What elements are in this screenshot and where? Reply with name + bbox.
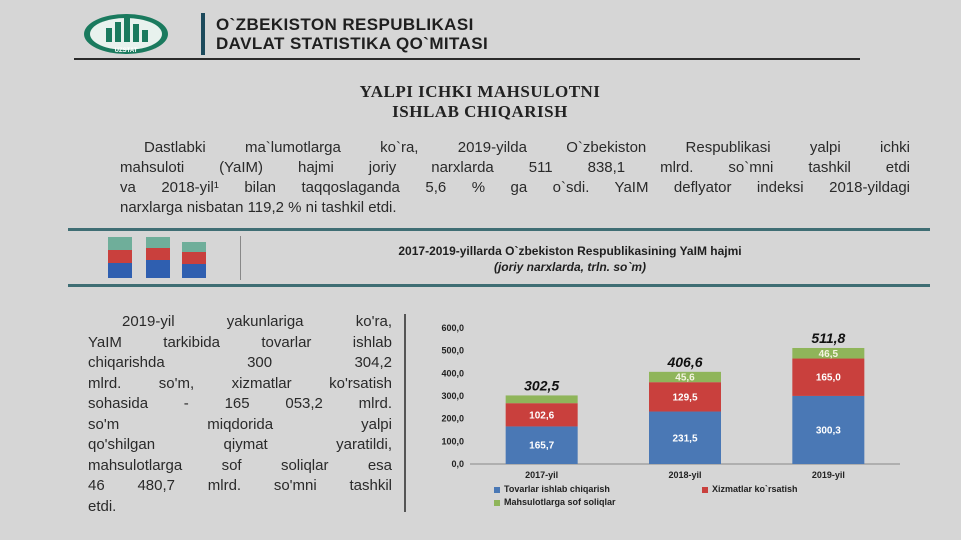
legend-swatch bbox=[702, 487, 708, 493]
bar-value-label: 45,6 bbox=[675, 372, 695, 384]
mini-bar-segment bbox=[182, 264, 206, 278]
intro-line: narxlarga nisbatan 119,2 % ni tashkil etdi. bbox=[120, 199, 397, 216]
mini-bar-segment bbox=[146, 248, 170, 260]
bar-value-label: 129,5 bbox=[672, 392, 698, 404]
mini-bar-segment bbox=[108, 237, 132, 250]
logo-text: UZSTAT bbox=[114, 48, 138, 54]
body-line: etdi. bbox=[88, 497, 117, 515]
legend-swatch bbox=[494, 500, 500, 506]
body-line: mahsulotlarga sof soliqlar esa bbox=[88, 456, 392, 474]
x-tick-label: 2017-yil bbox=[525, 470, 559, 480]
org-name-line1: O`ZBEKISTON RESPUBLIKASI bbox=[216, 15, 474, 34]
mini-bar-segment bbox=[146, 237, 170, 248]
section-title-line2: ISHLAB CHIQARISH bbox=[392, 102, 568, 121]
x-tick-label: 2019-yil bbox=[811, 470, 845, 480]
chart-title: 2017-2019-yillarda O`zbekiston Respublikasining YaIM hajmi bbox=[398, 244, 742, 258]
legend-item-services bbox=[702, 484, 798, 494]
chart-subtitle: (joriy narxlarda, trln. so`m) bbox=[493, 260, 647, 274]
body-line: YaIM tarkibida tovarlar ishlab bbox=[88, 333, 392, 351]
bar-total-label: 511,8 bbox=[811, 329, 846, 346]
body-line: mlrd. so'm, xizmatlar ko'rsatish bbox=[88, 374, 392, 392]
mini-bar-segment bbox=[108, 263, 132, 278]
mini-bar-segment bbox=[182, 252, 206, 264]
y-tick-label: 0,0 bbox=[451, 459, 464, 469]
body-line: qo'shilgan qiymat yaratildi, bbox=[88, 436, 392, 453]
bar-value-label: 300,3 bbox=[815, 425, 841, 437]
y-tick-label: 400,0 bbox=[441, 368, 464, 379]
bar-value-label: 46,5 bbox=[818, 348, 839, 360]
legend-item-taxes bbox=[494, 497, 616, 507]
gdp-stacked-bar-chart bbox=[410, 316, 910, 512]
intro-line: Dastlabki ma`lumotlarga ko`ra, 2019-yilda O`zbekiston Respublikasi yalpi ichki bbox=[144, 139, 910, 156]
legend-swatch bbox=[494, 487, 500, 493]
x-tick-label: 2018-yil bbox=[668, 470, 702, 480]
band-divider bbox=[240, 236, 241, 280]
legend-label: Mahsulotlarga sof soliqlar bbox=[504, 497, 616, 507]
intro-line: mahsuloti (YaIM) hajmi joriy narxlarda 511 838,1 mlrd. so`mni tashkil etdi bbox=[120, 159, 910, 176]
legend-label: Tovarlar ishlab chiqarish bbox=[504, 484, 610, 494]
section-title-line1: YALPI ICHKI MAHSULOTNI bbox=[359, 82, 601, 101]
legend-item-goods bbox=[494, 484, 610, 494]
bar-value-label: 165,0 bbox=[815, 372, 841, 384]
vertical-divider bbox=[404, 314, 406, 512]
intro-line: va 2018-yil¹ bilan taqqoslaganda 5,6 % ga o`sdi. YaIM deflyator indeksi 2018-yildagi bbox=[120, 179, 910, 196]
header-rule bbox=[74, 58, 860, 60]
header-divider bbox=[201, 13, 205, 55]
y-tick-label: 300,0 bbox=[441, 391, 464, 401]
mini-bar-segment bbox=[108, 250, 132, 263]
bar-total-label: 302,5 bbox=[524, 377, 560, 394]
uzstat-logo bbox=[82, 12, 170, 58]
mini-bar-segment bbox=[146, 260, 170, 278]
body-line: so'm miqdorida yalpi bbox=[88, 415, 392, 433]
body-line: chiqarishda 300 304,2 bbox=[88, 354, 392, 371]
body-line: sohasida - 165 053,2 mlrd. bbox=[88, 395, 392, 412]
body-line: 46 480,7 mlrd. so'mni tashkil bbox=[88, 477, 392, 494]
body-line: 2019-yil yakunlariga ko'ra, bbox=[122, 313, 392, 330]
mini-bar-segment bbox=[182, 242, 206, 252]
org-name-line2: DAVLAT STATISTIKA QO`MITASI bbox=[216, 34, 489, 53]
intro-paragraph bbox=[120, 138, 910, 218]
bar-value-label: 231,5 bbox=[672, 433, 698, 445]
y-tick-label: 200,0 bbox=[441, 413, 464, 424]
y-tick-label: 600,0 bbox=[441, 323, 464, 333]
legend-label: Xizmatlar ko`rsatish bbox=[712, 484, 798, 494]
bar-value-label: 165,7 bbox=[529, 440, 555, 452]
y-tick-label: 500,0 bbox=[441, 345, 464, 356]
band-rule-top bbox=[68, 228, 930, 231]
bar-value-label: 102,6 bbox=[529, 410, 555, 422]
y-tick-label: 100,0 bbox=[441, 436, 464, 447]
bar-segment bbox=[506, 395, 578, 403]
body-paragraph bbox=[88, 312, 392, 517]
bar-total-label: 406,6 bbox=[667, 353, 703, 370]
band-rule-bottom bbox=[68, 284, 930, 287]
